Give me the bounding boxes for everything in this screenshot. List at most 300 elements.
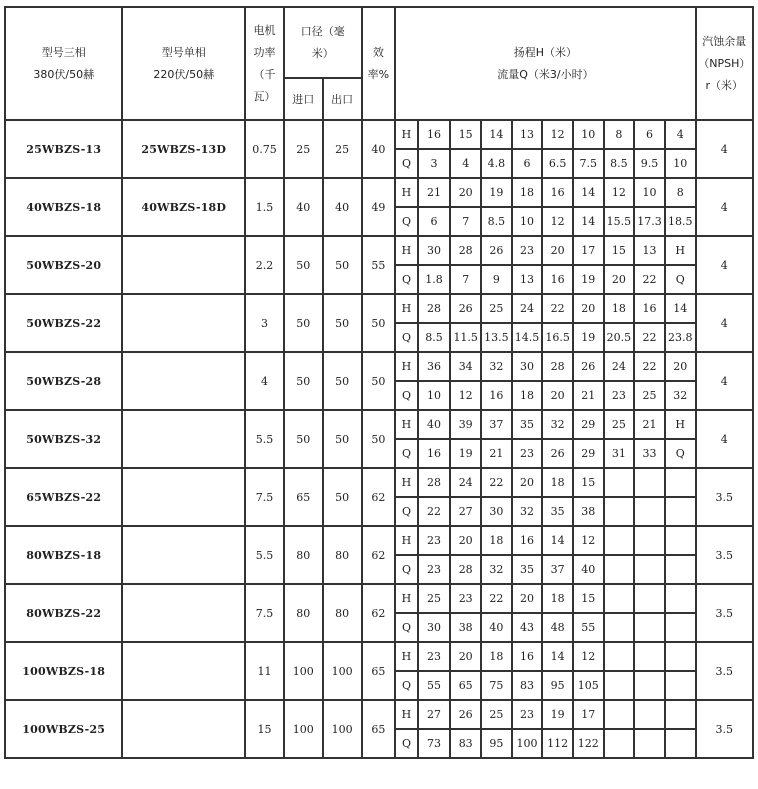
model-single-phase-cell: 40WBZS-18D xyxy=(122,178,245,236)
npsh-cell: 3.5 xyxy=(696,468,753,526)
model-three-phase-cell: 50WBZS-32 xyxy=(5,410,122,468)
head-label-cell: H xyxy=(395,410,417,439)
model-three-phase-cell: 50WBZS-22 xyxy=(5,294,122,352)
header-motor-power-line: 功率 xyxy=(253,45,276,59)
table-row xyxy=(5,410,753,439)
motor-power-cell: 3 xyxy=(245,294,284,352)
flow-value-cell xyxy=(665,729,696,758)
flow-value-cell xyxy=(665,555,696,584)
head-value-cell: 25 xyxy=(418,584,451,613)
head-label-cell: H xyxy=(395,294,417,323)
flow-value-cell xyxy=(634,671,665,700)
head-value-cell: 22 xyxy=(542,294,573,323)
table-row xyxy=(5,584,753,613)
head-value-cell xyxy=(665,700,696,729)
head-value-cell: 14 xyxy=(542,526,573,555)
header-model-single-phase xyxy=(122,7,245,120)
head-value-cell: 26 xyxy=(573,352,604,381)
head-value-cell: 19 xyxy=(542,700,573,729)
head-value-cell: 22 xyxy=(634,352,665,381)
head-value-cell: 19 xyxy=(481,178,512,207)
head-value-cell: 22 xyxy=(481,468,512,497)
inlet-cell: 25 xyxy=(284,120,323,178)
flow-value-cell: 3 xyxy=(418,149,451,178)
head-label-cell: H xyxy=(395,642,417,671)
flow-value-cell: 6.5 xyxy=(542,149,573,178)
head-value-cell xyxy=(604,468,635,497)
flow-value-cell xyxy=(665,497,696,526)
model-three-phase-cell: 50WBZS-28 xyxy=(5,352,122,410)
npsh-cell: 3.5 xyxy=(696,526,753,584)
flow-value-cell: 65 xyxy=(450,671,481,700)
flow-value-cell: 32 xyxy=(512,497,543,526)
outlet-cell: 80 xyxy=(323,584,362,642)
flow-value-cell: 6 xyxy=(418,207,451,236)
head-value-cell xyxy=(665,468,696,497)
flow-value-cell xyxy=(665,613,696,642)
flow-value-cell: 23 xyxy=(604,381,635,410)
head-value-cell: 6 xyxy=(634,120,665,149)
head-value-cell: 18 xyxy=(542,468,573,497)
head-value-cell: 23 xyxy=(512,700,543,729)
head-value-cell: 20 xyxy=(542,236,573,265)
flow-value-cell: 12 xyxy=(542,207,573,236)
flow-value-cell xyxy=(604,497,635,526)
model-single-phase-cell xyxy=(122,526,245,584)
motor-power-cell: 0.75 xyxy=(245,120,284,178)
head-value-cell: 20 xyxy=(512,584,543,613)
flow-value-cell xyxy=(604,671,635,700)
header-model-single-phase-label: 型号单相 xyxy=(161,45,206,59)
flow-value-cell: 14 xyxy=(573,207,604,236)
head-value-cell: 18 xyxy=(481,642,512,671)
flow-value-cell: 23 xyxy=(418,555,451,584)
flow-value-cell: 14.5 xyxy=(512,323,543,352)
flow-value-cell xyxy=(604,555,635,584)
flow-value-cell: 8.5 xyxy=(481,207,512,236)
flow-value-cell: 112 xyxy=(542,729,573,758)
flow-value-cell: 35 xyxy=(512,555,543,584)
flow-value-cell: 32 xyxy=(665,381,696,410)
flow-value-cell: 8.5 xyxy=(418,323,451,352)
header-npsh-line: （NPSH） xyxy=(698,56,751,70)
table-row xyxy=(5,700,753,729)
flow-label-cell: Q xyxy=(395,149,417,178)
head-value-cell: 13 xyxy=(634,236,665,265)
head-label-cell: H xyxy=(395,526,417,555)
flow-value-cell: 13.5 xyxy=(481,323,512,352)
flow-value-cell: 15.5 xyxy=(604,207,635,236)
flow-value-cell xyxy=(634,613,665,642)
efficiency-cell: 49 xyxy=(362,178,396,236)
head-value-cell: 21 xyxy=(418,178,451,207)
model-single-phase-cell xyxy=(122,352,245,410)
head-value-cell: 18 xyxy=(481,526,512,555)
head-value-cell: 20 xyxy=(665,352,696,381)
head-value-cell: H xyxy=(665,410,696,439)
flow-value-cell: 73 xyxy=(418,729,451,758)
inlet-cell: 50 xyxy=(284,352,323,410)
flow-value-cell: 28 xyxy=(450,555,481,584)
flow-value-cell: 95 xyxy=(481,729,512,758)
header-motor-power-line: 电机 xyxy=(253,23,276,37)
flow-label-cell: Q xyxy=(395,555,417,584)
head-value-cell: 24 xyxy=(450,468,481,497)
motor-power-cell: 5.5 xyxy=(245,526,284,584)
header-head-label: 扬程H（米） xyxy=(513,45,578,59)
motor-power-cell: 7.5 xyxy=(245,584,284,642)
flow-value-cell: 20.5 xyxy=(604,323,635,352)
inlet-cell: 80 xyxy=(284,584,323,642)
head-label-cell: H xyxy=(395,468,417,497)
table-row xyxy=(5,294,753,323)
efficiency-cell: 65 xyxy=(362,700,396,758)
flow-value-cell: 7.5 xyxy=(573,149,604,178)
model-three-phase-cell: 80WBZS-22 xyxy=(5,584,122,642)
head-value-cell xyxy=(634,642,665,671)
flow-label-cell: Q xyxy=(395,323,417,352)
head-value-cell xyxy=(604,526,635,555)
head-value-cell: 4 xyxy=(665,120,696,149)
flow-value-cell: 35 xyxy=(542,497,573,526)
header-model-three-phase-label: 型号三相 xyxy=(41,45,86,59)
outlet-cell: 50 xyxy=(323,352,362,410)
head-value-cell: 15 xyxy=(573,584,604,613)
head-value-cell: 39 xyxy=(450,410,481,439)
head-value-cell: 37 xyxy=(481,410,512,439)
npsh-cell: 4 xyxy=(696,352,753,410)
model-single-phase-cell xyxy=(122,410,245,468)
flow-value-cell: 33 xyxy=(634,439,665,468)
head-value-cell: 15 xyxy=(604,236,635,265)
flow-value-cell: 23 xyxy=(512,439,543,468)
header-row-1 xyxy=(5,7,753,78)
efficiency-cell: 55 xyxy=(362,236,396,294)
inlet-cell: 40 xyxy=(284,178,323,236)
head-value-cell: 13 xyxy=(512,120,543,149)
head-value-cell: 21 xyxy=(634,410,665,439)
table-row xyxy=(5,236,753,265)
model-three-phase-cell: 100WBZS-25 xyxy=(5,700,122,758)
head-label-cell: H xyxy=(395,352,417,381)
table-row xyxy=(5,526,753,555)
flow-value-cell: 12 xyxy=(450,381,481,410)
outlet-cell: 100 xyxy=(323,642,362,700)
flow-value-cell: 4 xyxy=(450,149,481,178)
table-row xyxy=(5,120,753,149)
header-efficiency-line: 率% xyxy=(367,67,390,81)
head-value-cell: 24 xyxy=(604,352,635,381)
head-value-cell: 26 xyxy=(450,700,481,729)
npsh-cell: 4 xyxy=(696,178,753,236)
flow-label-cell: Q xyxy=(395,381,417,410)
head-value-cell: 20 xyxy=(573,294,604,323)
flow-value-cell: 19 xyxy=(573,265,604,294)
header-npsh-line: 汽蚀余量 xyxy=(702,34,747,48)
header-efficiency xyxy=(362,7,396,120)
model-three-phase-cell: 25WBZS-13 xyxy=(5,120,122,178)
motor-power-cell: 5.5 xyxy=(245,410,284,468)
head-value-cell: 12 xyxy=(573,642,604,671)
head-label-cell: H xyxy=(395,236,417,265)
head-value-cell: 34 xyxy=(450,352,481,381)
header-motor-power-line: （千 xyxy=(253,67,276,81)
flow-value-cell: 9.5 xyxy=(634,149,665,178)
flow-value-cell: 4.8 xyxy=(481,149,512,178)
head-value-cell: 15 xyxy=(573,468,604,497)
flow-value-cell: 18 xyxy=(512,381,543,410)
flow-value-cell: 20 xyxy=(604,265,635,294)
head-value-cell: 23 xyxy=(450,584,481,613)
model-three-phase-cell: 100WBZS-18 xyxy=(5,642,122,700)
head-value-cell: 16 xyxy=(512,526,543,555)
flow-value-cell xyxy=(604,729,635,758)
npsh-cell: 3.5 xyxy=(696,700,753,758)
flow-value-cell: 19 xyxy=(573,323,604,352)
flow-value-cell: 16 xyxy=(481,381,512,410)
table-row xyxy=(5,352,753,381)
flow-value-cell: 29 xyxy=(573,439,604,468)
head-value-cell: H xyxy=(665,236,696,265)
outlet-cell: 50 xyxy=(323,468,362,526)
head-value-cell: 22 xyxy=(481,584,512,613)
head-value-cell: 18 xyxy=(604,294,635,323)
header-motor-power xyxy=(245,7,284,120)
head-value-cell xyxy=(665,526,696,555)
flow-value-cell xyxy=(604,613,635,642)
model-single-phase-cell xyxy=(122,236,245,294)
head-value-cell: 24 xyxy=(512,294,543,323)
flow-value-cell: 38 xyxy=(573,497,604,526)
head-value-cell: 32 xyxy=(542,410,573,439)
head-value-cell: 8 xyxy=(665,178,696,207)
flow-value-cell: 22 xyxy=(634,265,665,294)
inlet-cell: 65 xyxy=(284,468,323,526)
head-value-cell xyxy=(604,584,635,613)
flow-value-cell: 48 xyxy=(542,613,573,642)
flow-value-cell xyxy=(634,555,665,584)
flow-value-cell: 100 xyxy=(512,729,543,758)
header-npsh-line: r（米） xyxy=(705,78,744,92)
head-value-cell: 25 xyxy=(481,700,512,729)
motor-power-cell: 11 xyxy=(245,642,284,700)
head-label-cell: H xyxy=(395,178,417,207)
head-value-cell: 15 xyxy=(450,120,481,149)
model-three-phase-cell: 80WBZS-18 xyxy=(5,526,122,584)
head-value-cell: 20 xyxy=(450,178,481,207)
table-row xyxy=(5,178,753,207)
head-value-cell: 16 xyxy=(542,178,573,207)
head-value-cell xyxy=(634,526,665,555)
flow-value-cell: 17.3 xyxy=(634,207,665,236)
header-outlet: 出口 xyxy=(323,78,362,120)
head-value-cell: 14 xyxy=(665,294,696,323)
header-single-phase-spec: 220伏/50赫 xyxy=(153,67,215,81)
flow-value-cell xyxy=(634,729,665,758)
motor-power-cell: 1.5 xyxy=(245,178,284,236)
flow-value-cell: 27 xyxy=(450,497,481,526)
flow-value-cell: 38 xyxy=(450,613,481,642)
flow-value-cell: 9 xyxy=(481,265,512,294)
flow-value-cell: 30 xyxy=(481,497,512,526)
head-value-cell: 20 xyxy=(512,468,543,497)
table-row xyxy=(5,468,753,497)
flow-value-cell: 23.8 xyxy=(665,323,696,352)
npsh-cell: 4 xyxy=(696,294,753,352)
pump-spec-table xyxy=(4,6,754,759)
flow-value-cell: 6 xyxy=(512,149,543,178)
outlet-cell: 50 xyxy=(323,410,362,468)
npsh-cell: 4 xyxy=(696,120,753,178)
inlet-cell: 50 xyxy=(284,410,323,468)
head-value-cell: 28 xyxy=(418,468,451,497)
head-value-cell: 27 xyxy=(418,700,451,729)
header-inlet: 进口 xyxy=(284,78,323,120)
flow-value-cell: 43 xyxy=(512,613,543,642)
flow-value-cell: 40 xyxy=(573,555,604,584)
npsh-cell: 4 xyxy=(696,236,753,294)
flow-value-cell: Q xyxy=(665,265,696,294)
head-value-cell: 14 xyxy=(542,642,573,671)
model-single-phase-cell xyxy=(122,468,245,526)
head-value-cell: 32 xyxy=(481,352,512,381)
motor-power-cell: 7.5 xyxy=(245,468,284,526)
header-efficiency-line: 效 xyxy=(372,45,384,59)
flow-value-cell: 8.5 xyxy=(604,149,635,178)
flow-value-cell: 37 xyxy=(542,555,573,584)
efficiency-cell: 50 xyxy=(362,294,396,352)
head-value-cell: 20 xyxy=(450,526,481,555)
head-value-cell: 35 xyxy=(512,410,543,439)
head-value-cell: 30 xyxy=(512,352,543,381)
flow-value-cell: 7 xyxy=(450,207,481,236)
head-value-cell: 16 xyxy=(512,642,543,671)
spec-table-wrapper xyxy=(4,6,754,759)
flow-value-cell: 75 xyxy=(481,671,512,700)
flow-value-cell: 22 xyxy=(634,323,665,352)
head-value-cell: 28 xyxy=(450,236,481,265)
outlet-cell: 40 xyxy=(323,178,362,236)
flow-value-cell: 32 xyxy=(481,555,512,584)
outlet-cell: 80 xyxy=(323,526,362,584)
flow-value-cell: 10 xyxy=(418,381,451,410)
flow-label-cell: Q xyxy=(395,729,417,758)
header-diameter-line: 米） xyxy=(311,46,334,60)
flow-value-cell: 30 xyxy=(418,613,451,642)
flow-value-cell xyxy=(634,497,665,526)
model-three-phase-cell: 50WBZS-20 xyxy=(5,236,122,294)
model-single-phase-cell xyxy=(122,642,245,700)
motor-power-cell: 2.2 xyxy=(245,236,284,294)
head-value-cell xyxy=(634,700,665,729)
flow-value-cell: 55 xyxy=(573,613,604,642)
flow-label-cell: Q xyxy=(395,207,417,236)
flow-value-cell: 7 xyxy=(450,265,481,294)
inlet-cell: 80 xyxy=(284,526,323,584)
head-value-cell: 14 xyxy=(573,178,604,207)
flow-value-cell: 105 xyxy=(573,671,604,700)
npsh-cell: 3.5 xyxy=(696,584,753,642)
header-npsh xyxy=(696,7,753,120)
npsh-cell: 4 xyxy=(696,410,753,468)
flow-label-cell: Q xyxy=(395,497,417,526)
flow-value-cell: 18.5 xyxy=(665,207,696,236)
flow-value-cell: 40 xyxy=(481,613,512,642)
head-value-cell: 10 xyxy=(573,120,604,149)
flow-value-cell: 10 xyxy=(665,149,696,178)
model-single-phase-cell: 25WBZS-13D xyxy=(122,120,245,178)
inlet-cell: 100 xyxy=(284,642,323,700)
head-value-cell: 36 xyxy=(418,352,451,381)
model-single-phase-cell xyxy=(122,584,245,642)
head-value-cell: 28 xyxy=(542,352,573,381)
head-value-cell: 25 xyxy=(481,294,512,323)
head-value-cell: 12 xyxy=(542,120,573,149)
flow-label-cell: Q xyxy=(395,613,417,642)
head-value-cell: 23 xyxy=(418,642,451,671)
head-value-cell: 17 xyxy=(573,700,604,729)
outlet-cell: 100 xyxy=(323,700,362,758)
flow-value-cell: 10 xyxy=(512,207,543,236)
flow-value-cell: 20 xyxy=(542,381,573,410)
flow-value-cell: 16 xyxy=(542,265,573,294)
table-row xyxy=(5,642,753,671)
header-head-flow xyxy=(395,7,695,120)
motor-power-cell: 4 xyxy=(245,352,284,410)
efficiency-cell: 50 xyxy=(362,410,396,468)
head-value-cell: 10 xyxy=(634,178,665,207)
model-single-phase-cell xyxy=(122,294,245,352)
head-value-cell: 18 xyxy=(542,584,573,613)
head-value-cell: 12 xyxy=(573,526,604,555)
flow-value-cell: 16 xyxy=(418,439,451,468)
head-value-cell: 26 xyxy=(450,294,481,323)
header-diameter xyxy=(284,7,362,78)
flow-value-cell: 122 xyxy=(573,729,604,758)
outlet-cell: 25 xyxy=(323,120,362,178)
head-value-cell xyxy=(604,642,635,671)
head-value-cell: 23 xyxy=(418,526,451,555)
head-value-cell: 25 xyxy=(604,410,635,439)
head-value-cell: 8 xyxy=(604,120,635,149)
flow-value-cell: 1.8 xyxy=(418,265,451,294)
flow-value-cell: 16.5 xyxy=(542,323,573,352)
inlet-cell: 50 xyxy=(284,294,323,352)
head-value-cell: 40 xyxy=(418,410,451,439)
flow-value-cell: 83 xyxy=(450,729,481,758)
header-model-three-phase xyxy=(5,7,122,120)
flow-label-cell: Q xyxy=(395,265,417,294)
head-value-cell xyxy=(665,642,696,671)
head-label-cell: H xyxy=(395,700,417,729)
flow-value-cell: 26 xyxy=(542,439,573,468)
flow-label-cell: Q xyxy=(395,439,417,468)
efficiency-cell: 62 xyxy=(362,468,396,526)
flow-value-cell: 22 xyxy=(418,497,451,526)
flow-value-cell: 11.5 xyxy=(450,323,481,352)
flow-value-cell xyxy=(665,671,696,700)
flow-value-cell: 25 xyxy=(634,381,665,410)
head-label-cell: H xyxy=(395,584,417,613)
head-value-cell xyxy=(604,700,635,729)
efficiency-cell: 65 xyxy=(362,642,396,700)
motor-power-cell: 15 xyxy=(245,700,284,758)
flow-value-cell: 19 xyxy=(450,439,481,468)
header-three-phase-spec: 380伏/50赫 xyxy=(33,67,95,81)
flow-value-cell: 31 xyxy=(604,439,635,468)
inlet-cell: 50 xyxy=(284,236,323,294)
npsh-cell: 3.5 xyxy=(696,642,753,700)
